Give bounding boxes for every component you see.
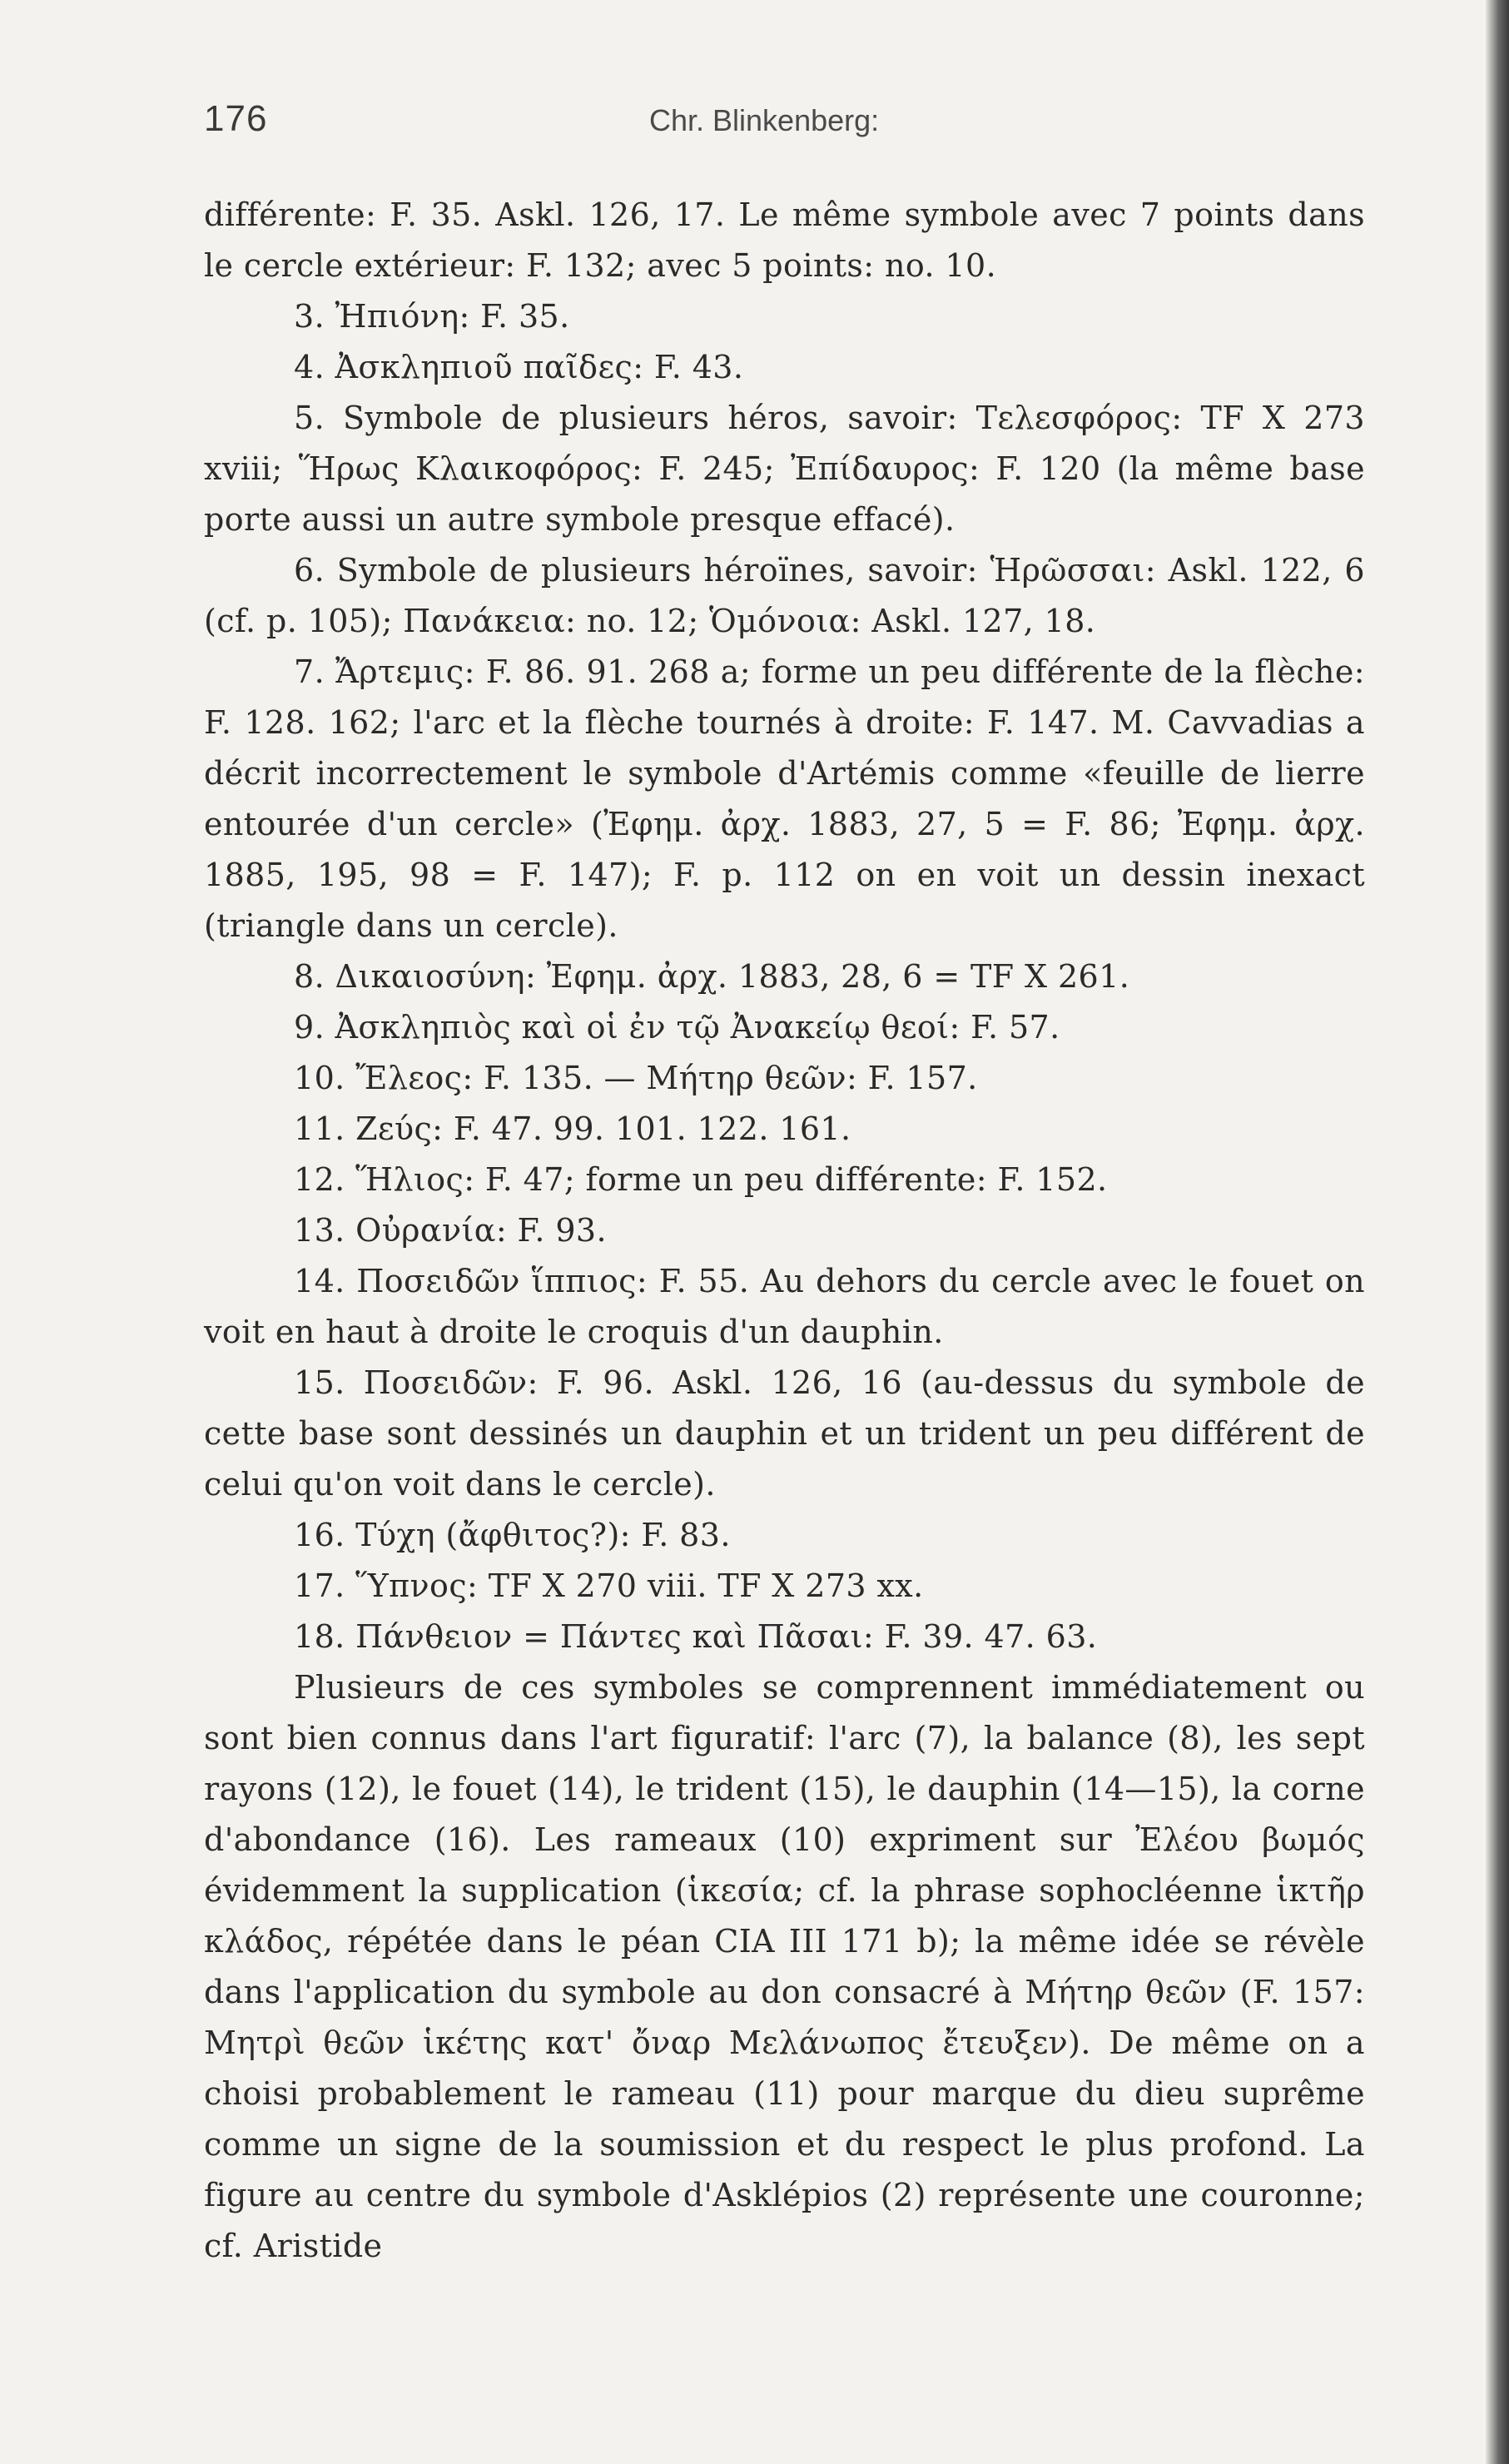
list-item: 3. Ἠπιόνη: F. 35. [294, 298, 570, 335]
list-item: 6. Symbole de plusieurs héroïnes, savoir: Ἡρῶσσαι: Askl. 122, 6 (cf. p. 105); Πανάκεια: no. 12; Ὁμόνοια: Askl. 127, 18. [204, 552, 1365, 639]
list-item: 5. Symbole de plusieurs héros, savoir: Τελεσφόρος: TF X 273 xviii; Ἥρως Κλαικοφόρος: F. 245; Ἐπίδαυρος: F. 120 (la même base porte aussi un autre symbole presque effacé). [204, 400, 1365, 538]
body-paragraph: Plusieurs de ces symboles se comprennent immédiatement ou sont bien connus dans l'art figuratif: l'arc (7), la balance (8), les sept rayons (12), le fouet (14), le trident (15), le dauphin (14—15), la corne d'abondance (16). Les rameaux (10) expriment sur Ἐλέου βωμός évidemment la supplication (ἱκεσία; cf. la phrase sophocléenne ἱκτῆρ κλάδος, répétée dans le péan CIA III 171 b); la même idée se révèle dans l'application du symbole au don consacré à Μήτηρ θεῶν (F. 157: Μητρὶ θεῶν ἱκέτης κατ' ὄναρ Μελάνωπος ἔτευξεν). De même on a choisi probablement le rameau (11) pour marque du dieu suprême comme un signe de la soumission et du respect le plus profond. La figure au centre du symbole d'Asklépios (2) représente une couronne; cf. Aristide [204, 1669, 1365, 2264]
list-item: 18. Πάνθειον = Πάντες καὶ Πᾶσαι: F. 39. 47. 63. [294, 1618, 1098, 1655]
list-item: 10. Ἔλεος: F. 135. — Μήτηρ θεῶν: F. 157. [294, 1060, 978, 1096]
list-item: 17. Ὕπνος: TF X 270 viii. TF X 273 xx. [294, 1567, 924, 1604]
body-text [204, 190, 1365, 2272]
paragraph-continuation: différente: F. 35. Askl. 126, 17. Le même symbole avec 7 points dans le cercle extérieur: F. 132; avec 5 points: no. 10. [204, 196, 1365, 284]
running-head: Chr. Blinkenberg: [649, 103, 880, 137]
page-header [204, 98, 1369, 148]
list-item: 16. Τύχη (ἄφθιτος?): F. 83. [294, 1517, 731, 1553]
list-item: 7. Ἄρτεμις: F. 86. 91. 268 a; forme un peu différente de la flèche: F. 128. 162; l'arc et la flèche tournés à droite: F. 147. M. Cavvadias a décrit incorrectement le symbole d'Artémis comme «feuille de lierre entourée d'un cercle» (Ἐφημ. ἀρχ. 1883, 27, 5 = F. 86; Ἐφημ. ἀρχ. 1885, 195, 98 = F. 147); F. p. 112 on en voit un dessin inexact (triangle dans un cercle). [204, 653, 1365, 944]
list-item: 15. Ποσειδῶν: F. 96. Askl. 126, 16 (au-dessus du symbole de cette base sont dessinés un dauphin et un trident un peu différent de celui qu'on voit dans le cercle). [204, 1364, 1365, 1503]
list-item: 14. Ποσειδῶν ἵππιος: F. 55. Au dehors du cercle avec le fouet on voit en haut à droite le croquis d'un dauphin. [204, 1263, 1365, 1350]
list-item: 8. Δικαιοσύνη: Ἐφημ. ἀρχ. 1883, 28, 6 = TF X 261. [294, 958, 1130, 995]
list-item: 12. Ἥλιος: F. 47; forme un peu différente: F. 152. [294, 1161, 1108, 1198]
list-item: 13. Οὐρανία: F. 93. [294, 1212, 607, 1249]
list-item: 11. Ζεύς: F. 47. 99. 101. 122. 161. [294, 1110, 851, 1147]
page-number: 176 [204, 98, 268, 139]
list-item: 4. Ἀσκληπιοῦ παῖδες: F. 43. [294, 349, 744, 385]
list-item: 9. Ἀσκληπιὸς καὶ οἱ ἐν τῷ Ἀνακείῳ θεοί: F. 57. [294, 1009, 1060, 1046]
page-edge-shadow [1486, 0, 1509, 2464]
